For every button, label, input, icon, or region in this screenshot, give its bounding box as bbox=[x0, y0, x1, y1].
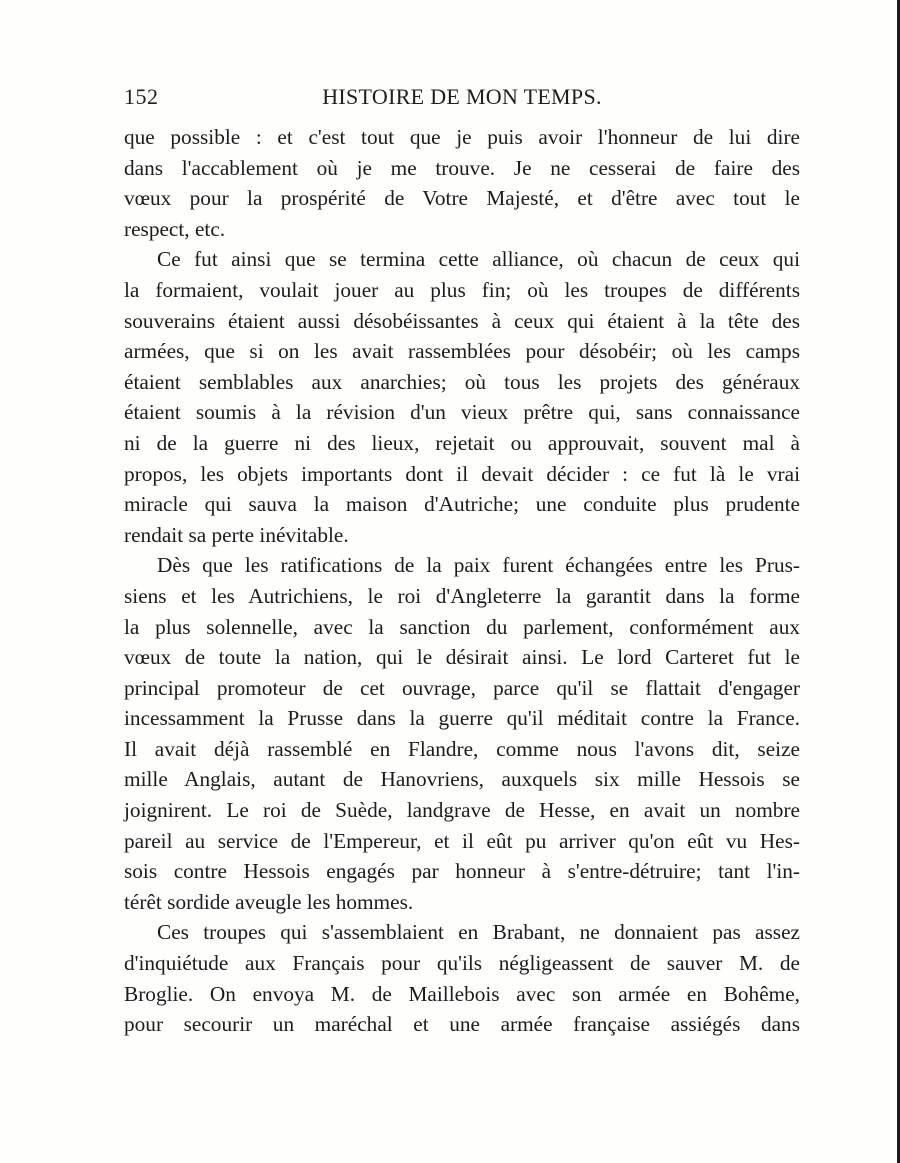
text-line: vœux de toute la nation, qui le désirait ainsi. Le lord Carteret fut le bbox=[124, 645, 800, 670]
text-line: incessamment la Prusse dans la guerre qu'il méditait contre la France. bbox=[124, 706, 800, 731]
text-line: mille Anglais, autant de Hanovriens, auxquels six mille Hessois se bbox=[124, 767, 800, 792]
running-head bbox=[124, 84, 800, 114]
paragraph bbox=[124, 917, 800, 1039]
text-line: miracle qui sauva la maison d'Autriche; une conduite plus prudente bbox=[124, 492, 800, 517]
text-line: propos, les objets importants dont il devait décider : ce fut là le vrai bbox=[124, 461, 800, 486]
body-text bbox=[124, 122, 800, 1040]
running-title: HISTOIRE DE MON TEMPS. bbox=[322, 84, 602, 109]
text-line: que possible : et c'est tout que je puis avoir l'honneur de lui dire bbox=[124, 125, 800, 149]
paragraph bbox=[124, 244, 800, 550]
text-line: pareil au service de l'Empereur, et il eût pu arriver qu'on eût vu Hes- bbox=[124, 828, 800, 853]
text-line: étaient soumis à la révision d'un vieux prêtre qui, sans connaissance bbox=[124, 400, 800, 425]
paragraph bbox=[124, 122, 800, 244]
text-line: principal promoteur de cet ouvrage, parce qu'il se flattait d'engager bbox=[124, 675, 800, 700]
text-line: pour secourir un maréchal et une armée française assiégés dans bbox=[124, 1012, 800, 1037]
text-line: armées, que si on les avait rassemblées pour désobéir; où les camps bbox=[124, 339, 800, 364]
text-line: siens et les Autrichiens, le roi d'Angleterre la garantit dans la forme bbox=[124, 583, 800, 608]
text-line: Ces troupes qui s'assemblaient en Brabant, ne donnaient pas assez bbox=[157, 920, 800, 945]
text-line: respect, etc. bbox=[124, 216, 226, 241]
text-line: la formaient, voulait jouer au plus fin; où les troupes de différents bbox=[124, 277, 800, 302]
text-line: sois contre Hessois engagés par honneur à s'entre-détruire; tant l'in- bbox=[124, 859, 800, 884]
text-line: souverains étaient aussi désobéissantes à ceux qui étaient à la tête des bbox=[124, 308, 800, 333]
text-line: d'inquiétude aux Français pour qu'ils négligeassent de sauver M. de bbox=[124, 951, 800, 976]
text-line: étaient semblables aux anarchies; où tous les projets des généraux bbox=[124, 369, 800, 394]
text-line: Dès que les ratifications de la paix furent échangées entre les Prus- bbox=[157, 553, 800, 578]
text-line: ni de la guerre ni des lieux, rejetait ou approuvait, souvent mal à bbox=[124, 430, 800, 455]
paragraph bbox=[124, 550, 800, 917]
text-line: la plus solennelle, avec la sanction du parlement, conformément aux bbox=[124, 614, 800, 639]
text-line: joignirent. Le roi de Suède, landgrave de Hesse, en avait un nombre bbox=[124, 798, 800, 823]
text-line: rendait sa perte inévitable. bbox=[124, 522, 349, 547]
text-line: Il avait déjà rassemblé en Flandre, comme nous l'avons dit, seize bbox=[124, 736, 800, 761]
text-line: Broglie. On envoya M. de Maillebois avec son armée en Bohême, bbox=[124, 981, 800, 1006]
text-line: dans l'accablement où je me trouve. Je ne cesserai de faire des bbox=[124, 155, 800, 180]
page-number: 152 bbox=[124, 84, 159, 109]
text-line: vœux pour la prospérité de Votre Majesté, et d'être avec tout le bbox=[124, 186, 800, 211]
text-line: Ce fut ainsi que se termina cette alliance, où chacun de ceux qui bbox=[157, 247, 800, 272]
text-line: térêt sordide aveugle les hommes. bbox=[124, 889, 414, 914]
